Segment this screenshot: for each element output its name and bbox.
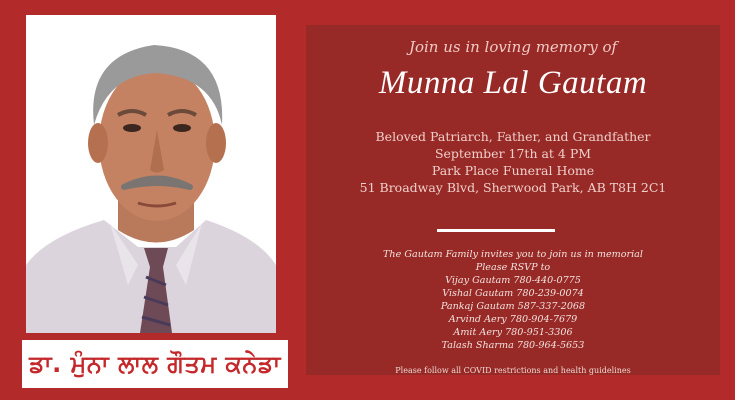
intro-line: Join us in loving memory of xyxy=(408,38,618,56)
rsvp-contact: Vijay Gautam 780-440-0775 xyxy=(445,275,581,286)
portrait-photo xyxy=(26,15,276,333)
rsvp-contact: Amit Aery 780-951-3306 xyxy=(453,327,573,338)
service-details xyxy=(306,128,720,196)
rsvp-contact: Arvind Aery 780-904-7679 xyxy=(448,314,578,325)
divider xyxy=(437,229,555,232)
rsvp-please: Please RSVP to xyxy=(475,262,551,273)
rsvp-contact: Vishal Gautam 780-239-0074 xyxy=(442,288,584,299)
detail-line: Park Place Funeral Home xyxy=(431,163,595,178)
detail-line: September 17th at 4 PM xyxy=(434,146,592,161)
rsvp-invite: The Gautam Family invites you to join us in memorial xyxy=(383,249,643,260)
rsvp-section xyxy=(306,248,720,352)
name-caption-punjabi: ਡਾ. ਮੁੰਨਾ ਲਾਲ ਗੌਤਮ ਕਨੇਡਾ xyxy=(22,340,288,388)
detail-line: Beloved Patriarch, Father, and Grandfather xyxy=(375,129,651,144)
rsvp-contact: Pankaj Gautam 587-337-2068 xyxy=(440,301,586,312)
detail-line: 51 Broadway Blvd, Sherwood Park, AB T8H 2C1 xyxy=(359,180,667,195)
portrait-illustration xyxy=(26,15,276,333)
deceased-name: Munna Lal Gautam xyxy=(378,65,648,101)
rsvp-contact: Talash Sharma 780-964-5653 xyxy=(441,340,585,351)
memorial-panel xyxy=(306,25,720,375)
covid-note: Please follow all COVID restrictions and health guidelines xyxy=(395,366,631,375)
